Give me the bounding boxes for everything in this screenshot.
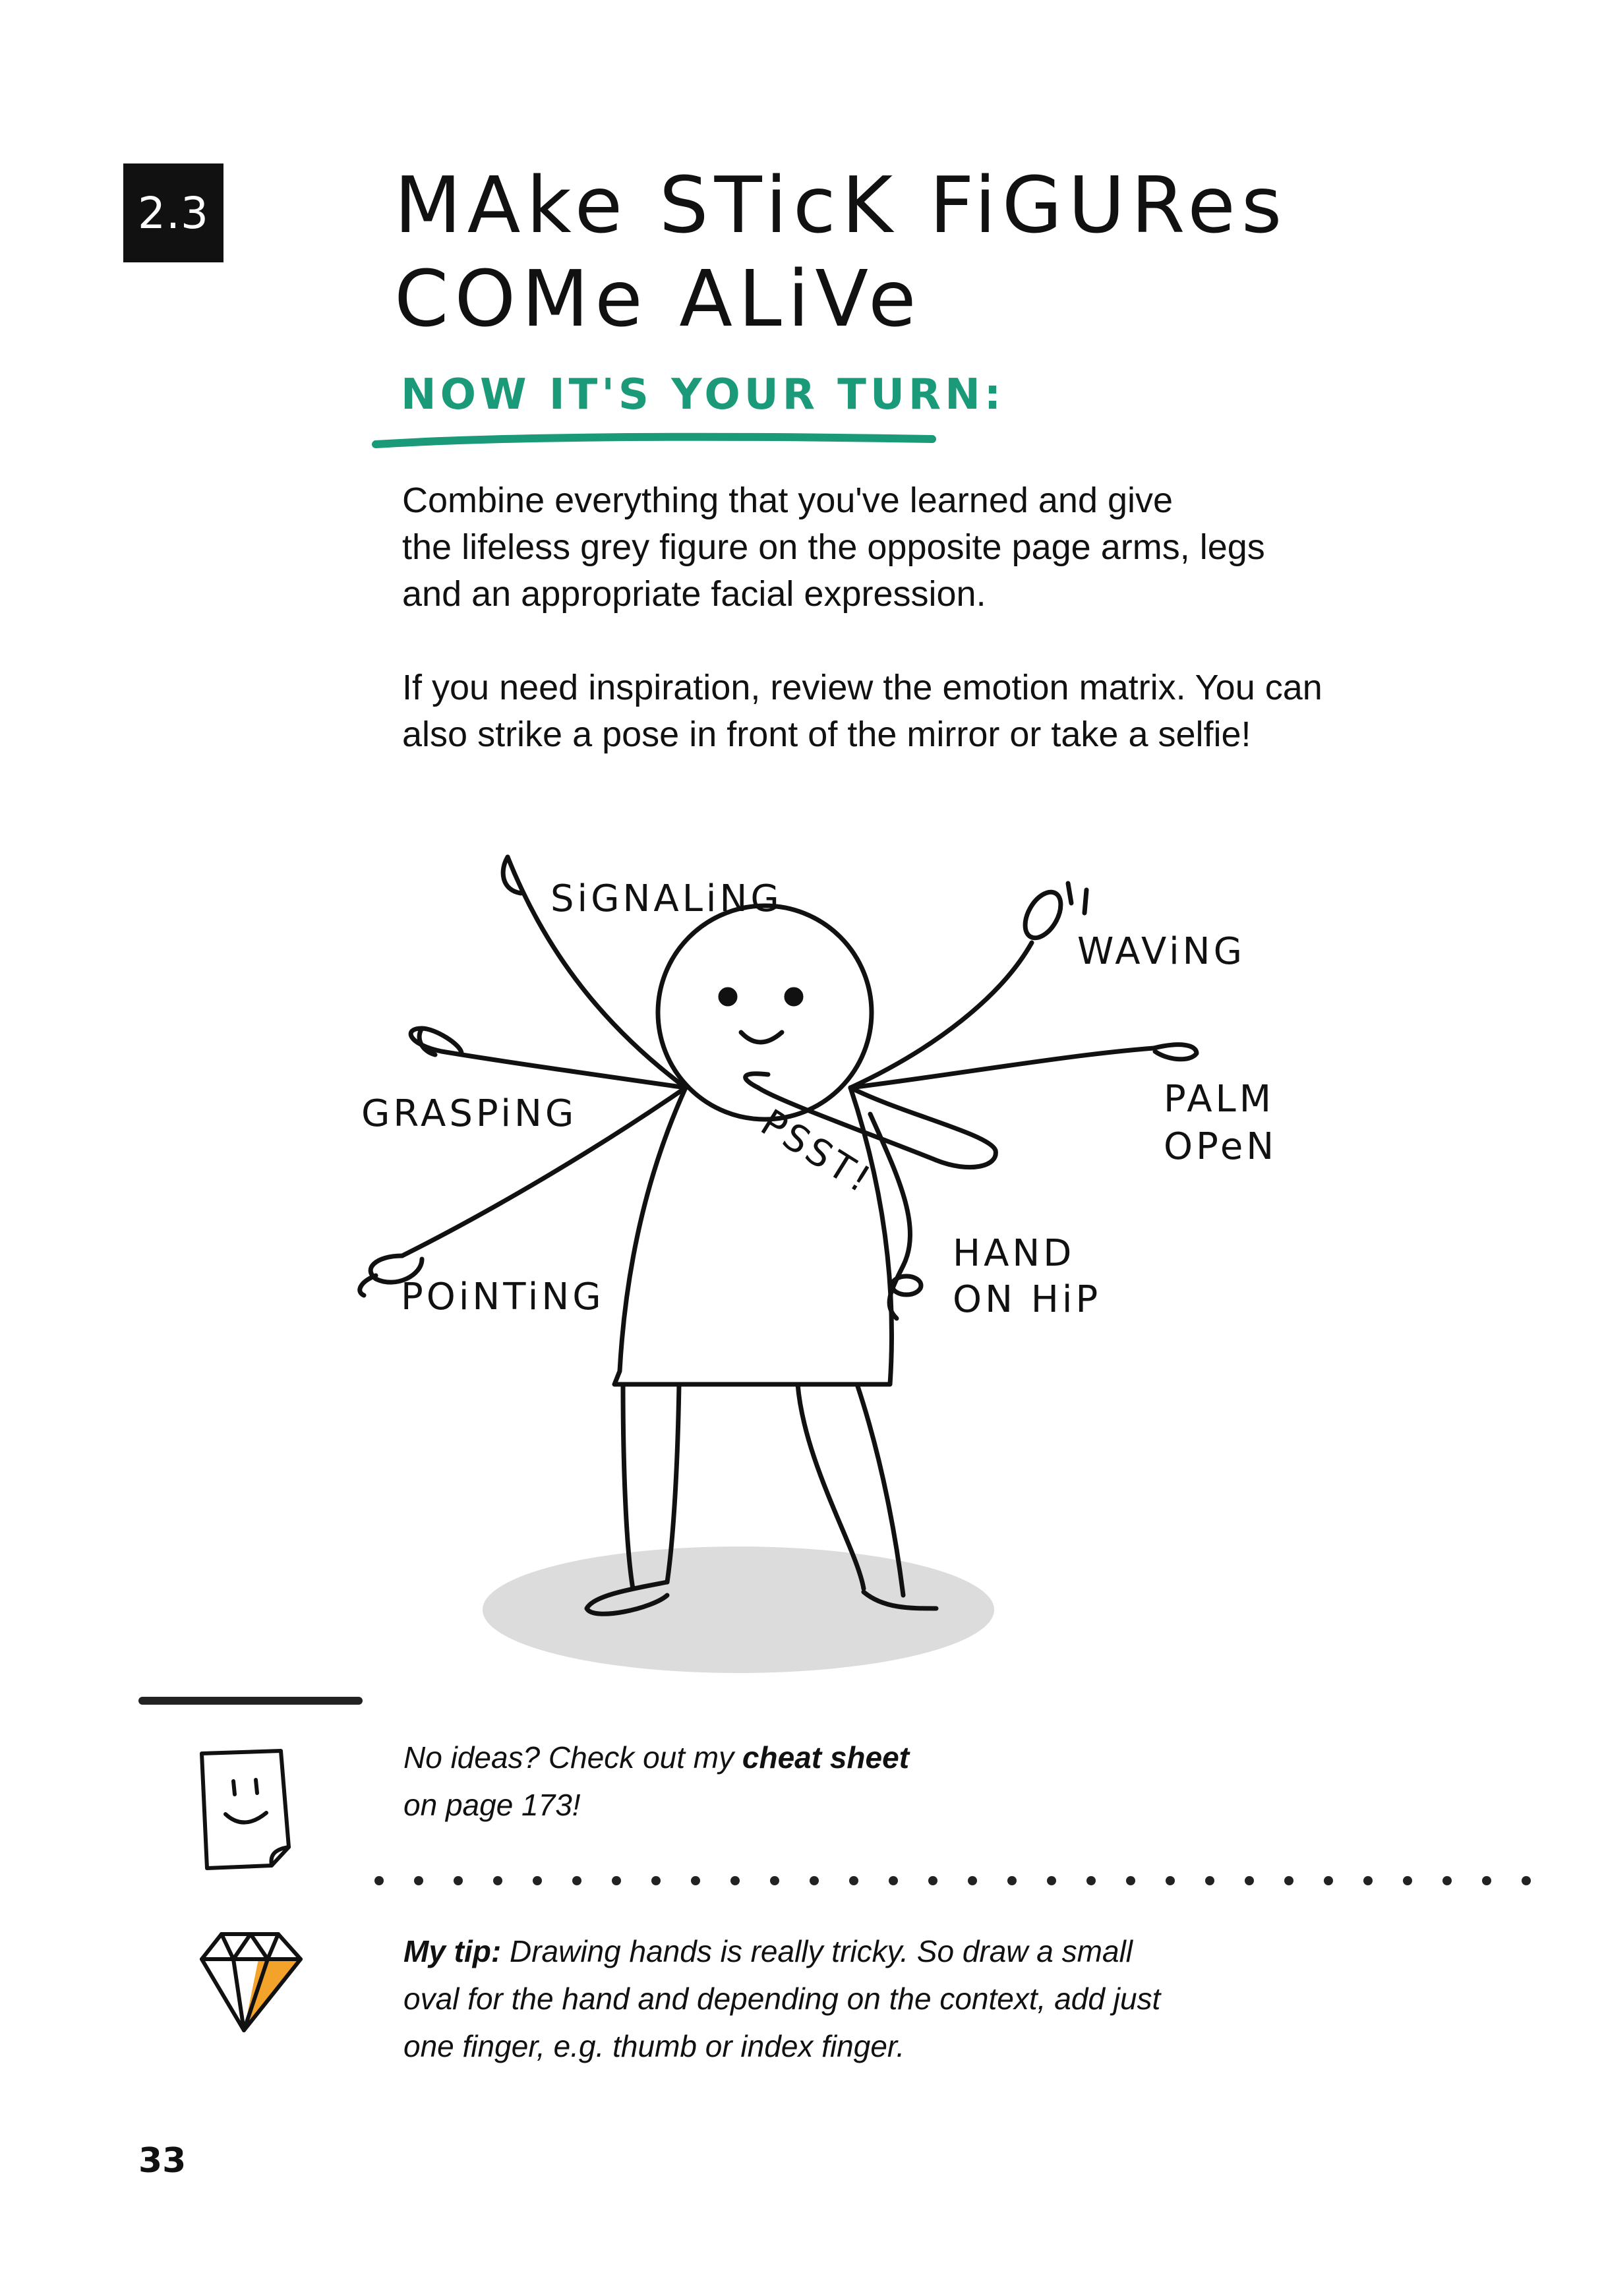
diamond-icon bbox=[195, 1928, 307, 2040]
page-title-line2: COMe ALiVe bbox=[394, 253, 922, 344]
label-hand-on-hip-line2: ON HiP bbox=[953, 1278, 1102, 1321]
cheat-sheet-tip bbox=[403, 1734, 1340, 1829]
section-subtitle: NOW IT'S YOUR TURN: bbox=[401, 370, 1005, 419]
label-waving: WAViNG bbox=[1077, 930, 1245, 973]
cheat-sheet-tip-prefix: No ideas? Check out my bbox=[403, 1740, 742, 1775]
label-palm-open-line1: PALM bbox=[1164, 1078, 1275, 1121]
cheat-sheet-link[interactable]: cheat sheet bbox=[742, 1740, 910, 1775]
sticky-note-icon bbox=[198, 1747, 303, 1872]
drawing-tip-label: My tip: bbox=[403, 1934, 502, 1968]
right-eye bbox=[787, 989, 801, 1004]
hand-on-hip-hand bbox=[892, 1276, 921, 1295]
intro-p1-line3: and an appropriate facial expression. bbox=[402, 574, 986, 614]
head bbox=[658, 906, 872, 1119]
section-number: 2.3 bbox=[138, 187, 209, 239]
intro-p2-line2: also strike a pose in front of the mirror or take a selfie! bbox=[402, 715, 1251, 754]
dotted-separator bbox=[369, 1871, 1556, 1891]
drawing-tip bbox=[403, 1928, 1340, 2070]
grasping-hand bbox=[411, 1028, 461, 1055]
label-palm-open-line2: OPeN bbox=[1164, 1125, 1278, 1168]
drawing-tip-line2: oval for the hand and depending on the context, add just bbox=[403, 1982, 1161, 2016]
page-number: 33 bbox=[138, 2141, 187, 2181]
label-signaling: SiGNALiNG bbox=[550, 877, 783, 920]
smile bbox=[741, 1032, 782, 1042]
palm-open-hand bbox=[1154, 1045, 1197, 1059]
waving-hand bbox=[1018, 886, 1068, 944]
intro-p1-line1: Combine everything that you've learned and give bbox=[402, 481, 1173, 520]
body bbox=[614, 1088, 892, 1384]
palm-open-arm bbox=[850, 1048, 1154, 1088]
left-eye bbox=[721, 989, 735, 1004]
label-hand-on-hip-line1: HAND bbox=[953, 1232, 1075, 1275]
page-title-line1: MAke STicK FiGURes bbox=[394, 160, 1288, 250]
drawing-tip-line3: one finger, e.g. thumb or index finger. bbox=[403, 2029, 905, 2063]
section-divider bbox=[138, 1697, 363, 1705]
label-psst: PSST! bbox=[753, 1101, 881, 1203]
drawing-tip-line1: Drawing hands is really tricky. So draw a small bbox=[501, 1934, 1133, 1968]
waving-motion-lines bbox=[1068, 883, 1086, 913]
cheat-sheet-tip-line2: on page 173! bbox=[403, 1788, 581, 1822]
intro-p1-line2: the lifeless grey figure on the opposite page arms, legs bbox=[402, 527, 1265, 567]
label-pointing: POiNTiNG bbox=[401, 1276, 605, 1318]
label-grasping: GRASPiNG bbox=[361, 1092, 578, 1135]
intro-p2-line1: If you need inspiration, review the emotion matrix. You can bbox=[402, 668, 1322, 707]
psst-hand bbox=[746, 1074, 768, 1088]
